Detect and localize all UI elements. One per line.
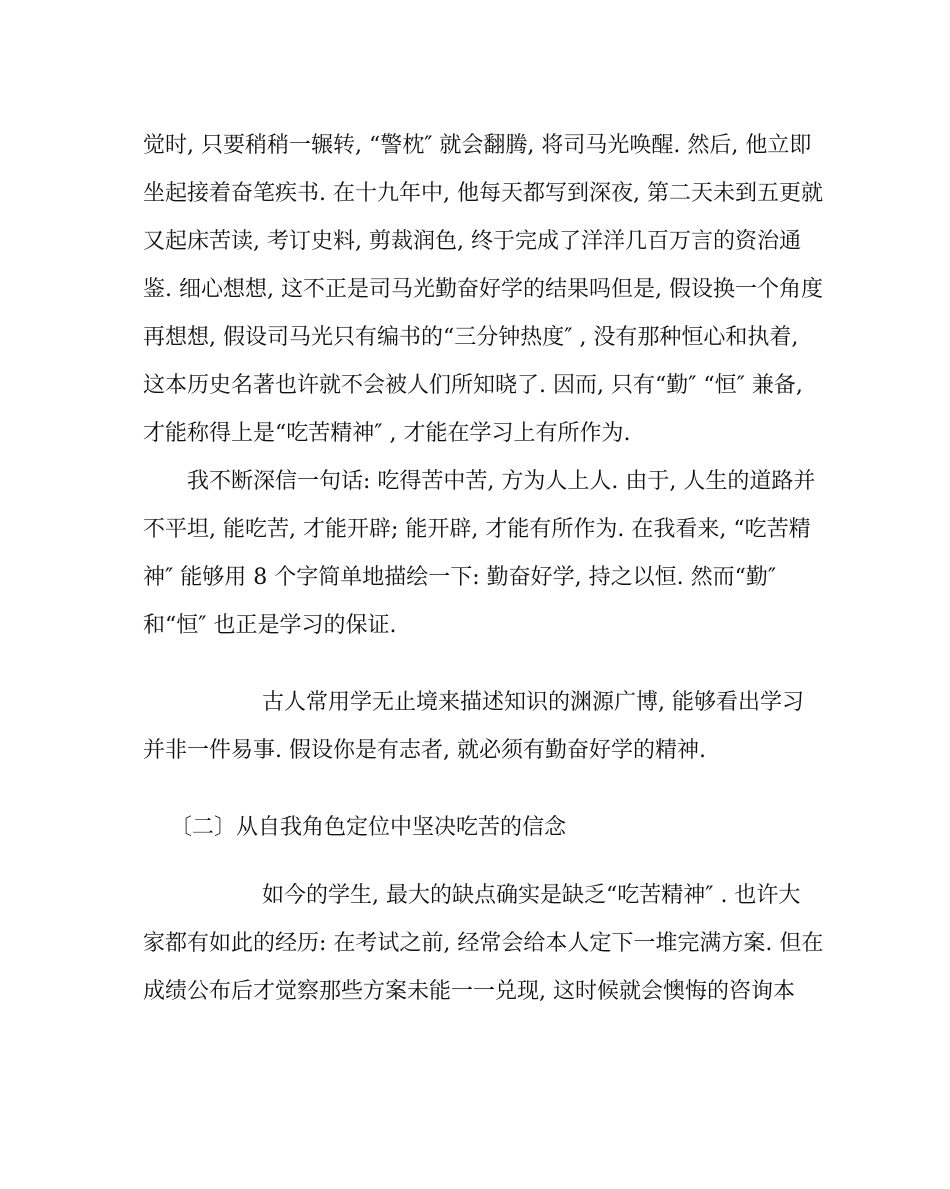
- text-line: 觉时, 只要稍稍一辗转, “警枕″ 就会翻腾, 将司马光唤醒. 然后, 他立即: [143, 133, 812, 158]
- text-line: 家都有如此的经历: 在考试之前, 经常会给本人定下一堆完满方案. 但在: [143, 931, 824, 956]
- text-line: 我不断深信一句话: 吃得苦中苦, 方为人上人. 由于, 人生的道路并: [187, 469, 816, 494]
- text-line: 成绩公布后才觉察那些方案未能一一兑现, 这时候就会懊悔的咨询本: [143, 979, 795, 1004]
- text-line: 鉴. 细心想想, 这不正是司马光勤奋好学的结果吗但是, 假设换一个角度: [143, 277, 823, 302]
- text-line: 不平坦, 能吃苦, 才能开辟; 能开辟, 才能有所作为. 在我看来, “吃苦精: [143, 517, 811, 542]
- text-line: 才能称得上是“吃苦精神″ , 才能在学习上有所作为.: [143, 421, 631, 446]
- text-line: 和“恒″ 也正是学习的保证.: [143, 613, 397, 638]
- text-line: 再想想, 假设司马光只有编书的“三分钟热度″ , 没有那种恒心和执着,: [143, 325, 799, 350]
- section-heading: 〔二〕从自我角色定位中坚决吃苦的信念: [170, 815, 567, 840]
- text-line: 坐起接着奋笔疾书. 在十九年中, 他每天都写到深夜, 第二天未到五更就: [143, 181, 823, 206]
- text-line: 古人常用学无止境来描述知识的渊源广博, 能够看出学习: [262, 690, 804, 715]
- text-line: 这本历史名著也许就不会被人们所知晓了. 因而, 只有“勤″ “恒″ 兼备,: [143, 373, 803, 398]
- text-line: 神″ 能够用 8 个字简单地描绘一下: 勤奋好学, 持之以恒. 然而“勤″: [143, 565, 777, 590]
- text-line: 如今的学生, 最大的缺点确实是缺乏“吃苦精神″ . 也许大: [262, 883, 801, 908]
- text-line: 又起床苦读, 考订史料, 剪裁润色, 终于完成了洋洋几百万言的资治通: [143, 229, 801, 254]
- text-line: 并非一件易事. 假设你是有志者, 就必须有勤奋好学的精神.: [143, 738, 706, 763]
